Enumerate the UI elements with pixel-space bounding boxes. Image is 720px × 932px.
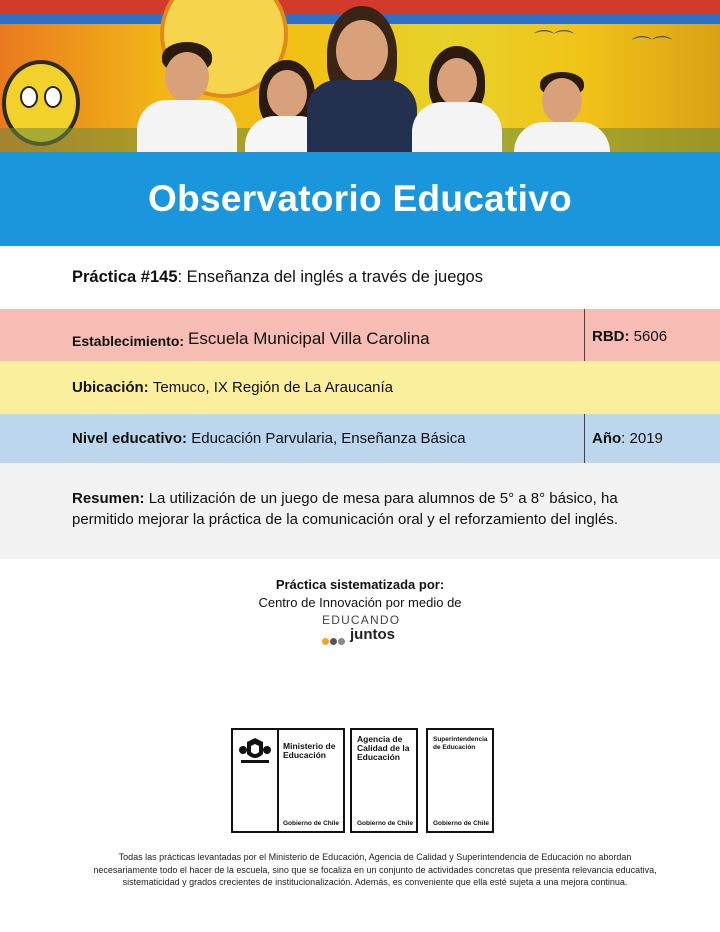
resumen-label: Resumen:: [72, 490, 145, 507]
page-title: Observatorio Educativo: [148, 178, 572, 219]
student-figure: [514, 72, 610, 152]
educando-juntos-logo: [320, 613, 410, 645]
practica-row: [0, 246, 720, 309]
anio-value: : 2019: [621, 430, 663, 447]
establecimiento-row: [0, 309, 720, 361]
resumen-text: [72, 488, 672, 530]
rbd-label: RBD:: [592, 328, 630, 345]
practica-label: Práctica #145: [72, 268, 178, 286]
ubicacion-row: [0, 361, 720, 414]
anio-cell: [592, 414, 663, 463]
student-figure: [412, 46, 502, 152]
resumen-value: La utilización de un juego de mesa para alumnos de 5° a 8° básico, ha permitido mejorar la práctica de la comunicación oral y el reforzamiento del inglés.: [72, 490, 619, 528]
logo-word-educando: EDUCANDO: [322, 613, 401, 627]
column-divider: [584, 414, 585, 463]
teacher-figure: [307, 6, 417, 152]
practica-value: : Enseñanza del inglés a través de juegos: [177, 268, 483, 286]
practica-text: [72, 246, 483, 309]
rbd-cell: [592, 309, 667, 361]
nivel-cell: [72, 414, 466, 463]
establecimiento-cell: [72, 309, 430, 361]
ministerio-name: Ministerio de Educación: [283, 741, 336, 760]
hero-photo: [0, 0, 720, 152]
ministerio-logo: [231, 728, 345, 833]
student-figure: [137, 42, 237, 152]
disclaimer-footer: Todas las prácticas levantadas por el Ministerio de Educación, Agencia de Calidad y Superintendencia de Educación no abordan necesariamente todo el hacer de la escuela, sino que se focaliza en un conjunto de actividades concretas que presenta relevancia educativa, sistematicidad y grados crecientes de institucionalización. Además, es conveniente que ella esté sujeta a una mejora continua.: [93, 852, 657, 888]
chile-coat-of-arms-icon: [237, 736, 273, 766]
establecimiento-value: Escuela Municipal Villa Carolina: [188, 329, 430, 348]
sistematizada-heading: Práctica sistematizada por:: [275, 577, 445, 592]
establecimiento-label: Establecimiento:: [72, 333, 185, 349]
logo-dots-icon: [322, 632, 346, 650]
agencia-name: Agencia de Calidad de la Educación: [357, 734, 410, 762]
column-divider: [584, 309, 585, 361]
superintendencia-logo: [426, 728, 494, 833]
ubicacion-label: Ubicación:: [72, 379, 149, 396]
mural-bird: ⌒⌒: [534, 30, 574, 52]
resumen-row: [0, 463, 720, 559]
sistematizada-subtext: Centro de Innovación por medio de: [258, 595, 462, 610]
logo-word-juntos: juntos: [350, 626, 395, 643]
ubicacion-cell: [72, 361, 393, 414]
logo-divider: [277, 730, 279, 831]
agencia-logo: [350, 728, 418, 833]
anio-label: Año: [592, 430, 622, 447]
title-band: [0, 152, 720, 246]
rbd-value: 5606: [633, 328, 668, 345]
nivel-label: Nivel educativo:: [72, 430, 188, 447]
gobierno-label: Gobierno de Chile: [283, 820, 339, 827]
sistematizada-block: [0, 577, 720, 613]
gobierno-label: Gobierno de Chile: [433, 820, 489, 827]
superintendencia-name: Superintendencia de Educación: [433, 736, 488, 751]
nivel-value: Educación Parvularia, Enseñanza Básica: [191, 430, 466, 447]
mural-bird: ⌒⌒: [632, 36, 672, 58]
gobierno-label: Gobierno de Chile: [357, 820, 413, 827]
nivel-row: [0, 414, 720, 463]
ubicacion-value: Temuco, IX Región de La Araucanía: [152, 379, 394, 396]
